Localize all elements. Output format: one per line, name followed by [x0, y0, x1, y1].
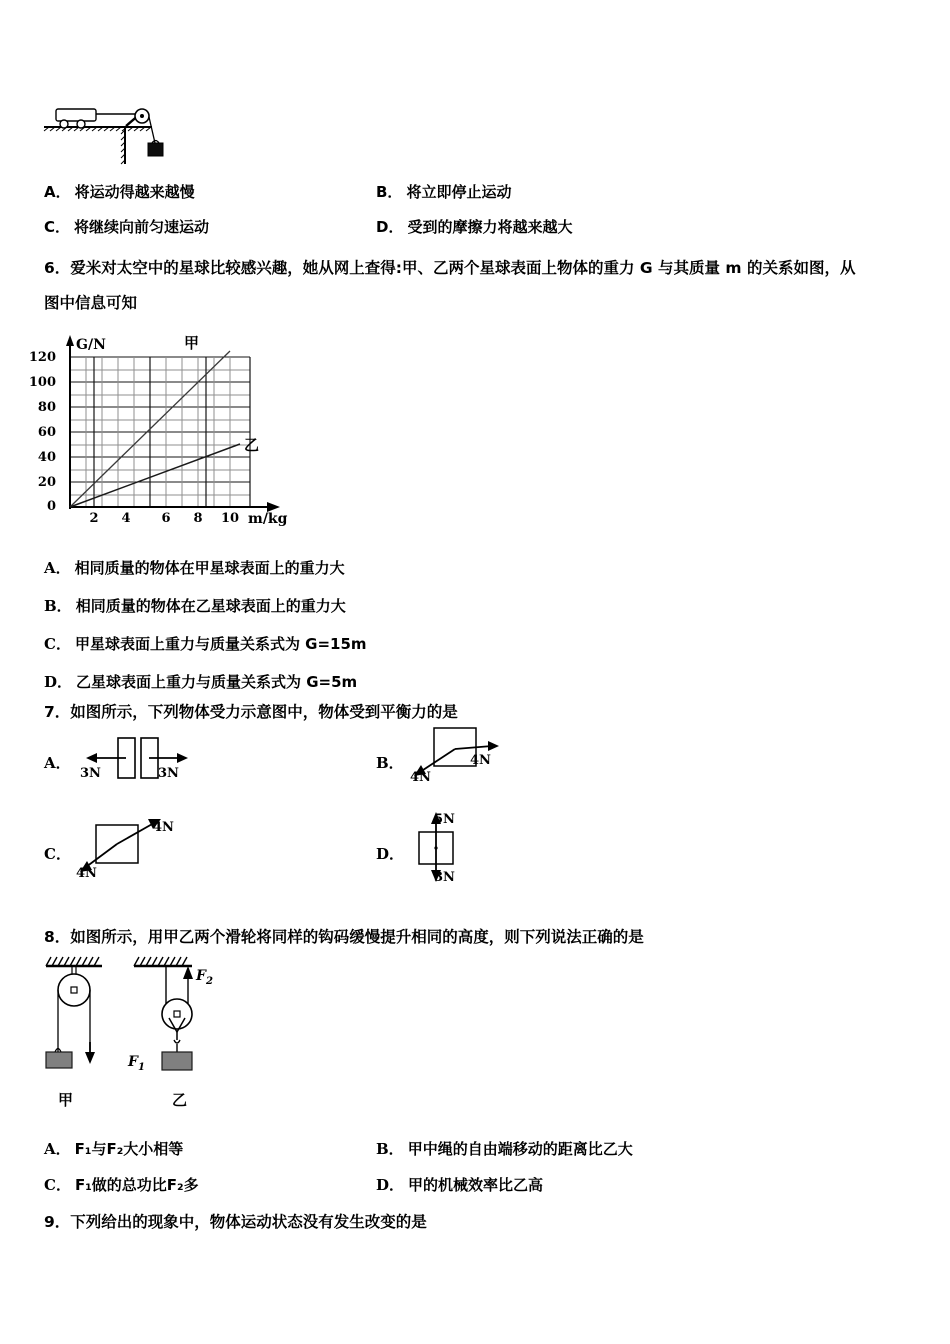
q7-a-force-right-label: 3N: [158, 766, 179, 781]
y-tick-0: 0: [46, 499, 56, 514]
q8-option-d-text: 甲的机械效率比乙高: [408, 1176, 544, 1194]
q6-option-d-label: D．: [44, 673, 73, 691]
q8-option-d-label: D．: [376, 1176, 405, 1194]
question-9-stem: [44, 1208, 427, 1237]
q5-option-b-text: 将立即停止运动: [406, 183, 512, 201]
q6-option-b[interactable]: [44, 595, 346, 616]
y-tick-40: 40: [37, 450, 56, 465]
q5-option-d-text: 受到的摩擦力将越来越大: [407, 218, 573, 236]
force-label-f1: $F_1$: [128, 1054, 145, 1073]
cart-pulley-figure: [40, 96, 180, 168]
q5-option-a-text: 将运动得越来越慢: [74, 183, 195, 201]
q5-option-c-label: C．: [44, 218, 71, 236]
question-7-stem-text: 如图所示，下列物体受力示意图中，物体受到平衡力的是: [70, 703, 458, 721]
q6-option-a-text: 相同质量的物体在甲星球表面上的重力大: [74, 559, 345, 577]
question-7-number: 7．: [44, 703, 71, 721]
q7-b-force-horizontal-label: 4N: [470, 753, 491, 768]
y-tick-60: 60: [37, 425, 56, 440]
q6-option-a-label: A．: [44, 559, 71, 577]
y-tick-20: 20: [37, 475, 56, 490]
q5-option-c[interactable]: [44, 216, 209, 237]
question-9-stem-text: 下列给出的现象中，物体运动状态没有发生改变的是: [70, 1213, 427, 1231]
q6-option-d[interactable]: [44, 671, 357, 692]
q8-option-b-label: B．: [376, 1140, 404, 1158]
question-8-stem-text: 如图所示，用甲乙两个滑轮将同样的钩码缓慢提升相同的高度，则下列说法正确的是: [70, 928, 644, 946]
q6-option-b-text: 相同质量的物体在乙星球表面上的重力大: [75, 597, 346, 615]
q8-option-d[interactable]: [376, 1174, 543, 1195]
q7-a-force-left-label: 3N: [80, 766, 101, 781]
q8-option-a-label: A．: [44, 1140, 71, 1158]
y-tick-100: 100: [28, 375, 56, 390]
q6-option-b-label: B．: [44, 597, 72, 615]
q7-option-c-label: C．: [44, 845, 71, 863]
y-axis-label: G/N: [76, 337, 106, 353]
q8-option-c-label: C．: [44, 1176, 71, 1194]
question-6-number: 6．: [44, 259, 71, 277]
gravity-mass-graph: [28, 327, 302, 542]
q8-option-a-text: F₁与F₂大小相等: [74, 1140, 184, 1158]
q7-c-force-lower-label: 4N: [76, 866, 97, 881]
q7-d-force-up-label: 5N: [434, 812, 455, 827]
question-6-stem-line2: 图中信息可知: [44, 294, 138, 312]
q5-option-d[interactable]: [376, 216, 572, 237]
q7-option-a-label: A．: [44, 754, 71, 772]
x-tick-2: 2: [89, 511, 99, 526]
question-8-stem: [44, 923, 644, 952]
x-tick-10: 10: [220, 511, 240, 526]
y-tick-80: 80: [37, 400, 56, 415]
q6-option-c-label: C．: [44, 635, 71, 653]
q7-d-force-down-label: 3N: [434, 870, 455, 885]
q5-option-b-label: B．: [376, 183, 403, 201]
question-6-stem-line1: [44, 254, 924, 283]
series-label-jia: 甲: [184, 334, 200, 352]
y-tick-120: 120: [28, 350, 56, 365]
q8-option-c[interactable]: [44, 1174, 199, 1195]
q7-option-d-label: D．: [376, 845, 405, 863]
q5-option-b[interactable]: [376, 181, 511, 202]
q8-option-b-text: 甲中绳的自由端移动的距离比乙大: [407, 1140, 633, 1158]
q6-option-c-text: 甲星球表面上重力与质量关系式为 G=15m: [74, 635, 367, 653]
x-axis-label: m/kg: [248, 511, 288, 527]
q8-option-a[interactable]: [44, 1138, 183, 1159]
x-tick-4: 4: [121, 511, 131, 526]
question-7-stem: [44, 698, 458, 727]
pulley-caption-yi: 乙: [172, 1091, 188, 1109]
q8-option-b[interactable]: [376, 1138, 633, 1159]
x-tick-8: 8: [193, 511, 203, 526]
question-9-number: 9．: [44, 1213, 71, 1231]
question-8-number: 8．: [44, 928, 71, 946]
q5-option-a[interactable]: [44, 181, 195, 202]
pulley-comparison-figure: [36, 952, 266, 1087]
q7-option-b-label: B．: [376, 754, 404, 772]
q7-b-force-diagonal-label: 4N: [410, 770, 431, 785]
q5-option-c-text: 将继续向前匀速运动: [74, 218, 210, 236]
q6-option-a[interactable]: [44, 557, 345, 578]
force-label-f2: $F_2$: [196, 968, 213, 987]
q5-option-a-label: A．: [44, 183, 71, 201]
pulley-caption-jia: 甲: [58, 1091, 74, 1109]
q6-option-c[interactable]: [44, 633, 367, 654]
q6-option-d-text: 乙星球表面上重力与质量关系式为 G=5m: [76, 673, 358, 691]
q7-c-force-upper-label: 4N: [153, 820, 174, 835]
series-label-yi: 乙: [244, 436, 260, 454]
q8-option-c-text: F₁做的总功比F₂多: [74, 1176, 199, 1194]
x-tick-6: 6: [161, 511, 171, 526]
question-6-stem-text: 爱米对太空中的星球比较感兴趣，她从网上查得:甲、乙两个星球表面上物体的重力 G 与其质量 m 的关系如图，从: [70, 259, 856, 277]
q5-option-d-label: D．: [376, 218, 404, 236]
